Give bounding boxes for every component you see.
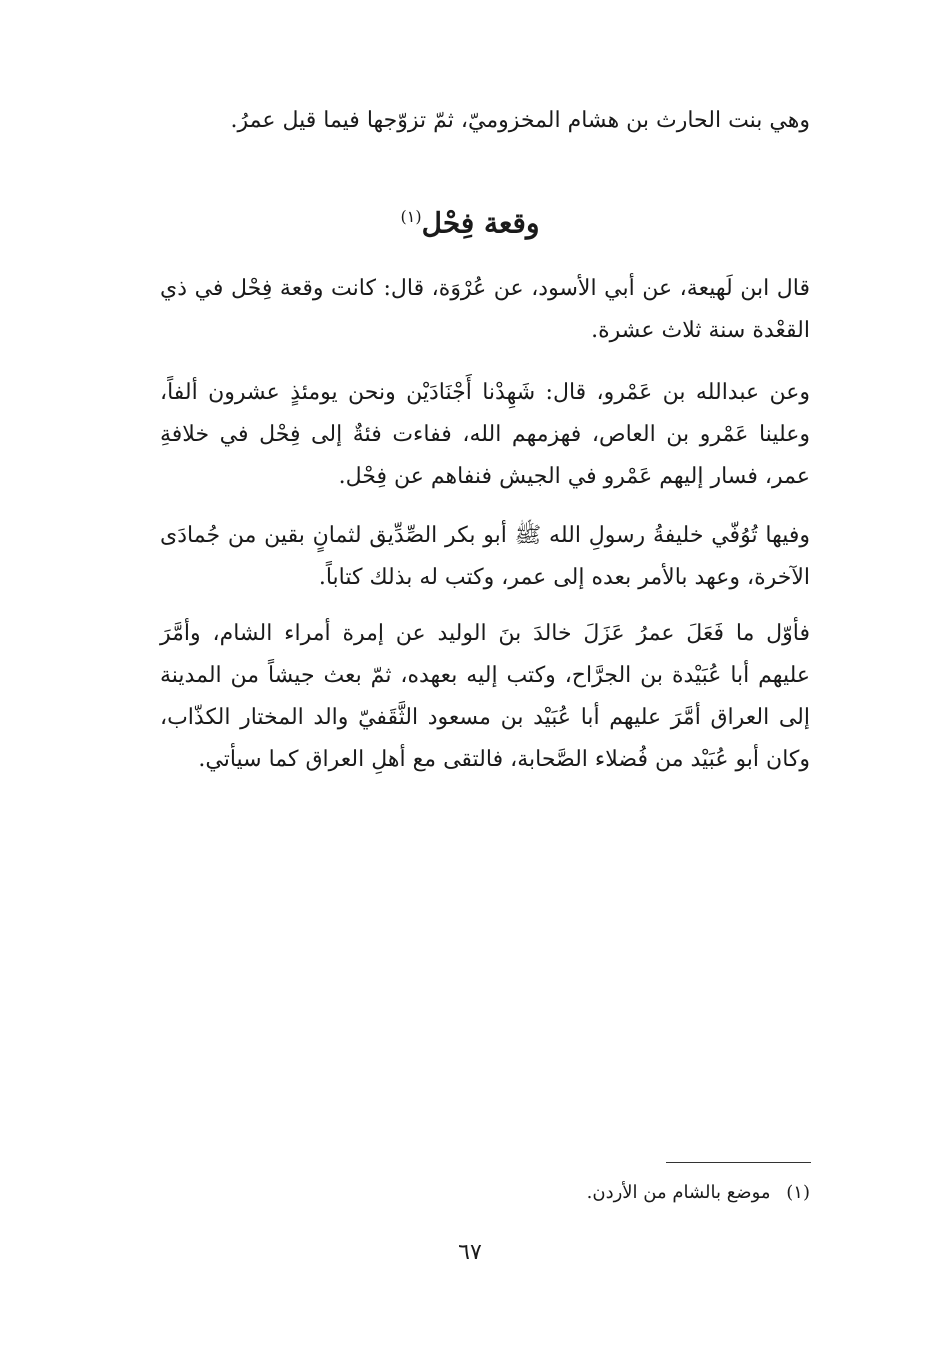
page-number: ٦٧ [458,1240,482,1265]
paragraph-1: قال ابن لَهيعة، عن أبي الأسود، عن عُرْوَة، قال: كانت وقعة فِحْل في ذي القعْدة سنة ثلاث عشرة. [160,276,810,343]
paragraph-3: وفيها تُوُفّي خليفةُ رسولِ الله ﷺ أبو بكر الصِّدِّيق لثمانٍ بقين من جُمادَى الآخرة، وعهد بالأمر بعده إلى عمر، وكتب له بذلك كتاباً. [160,523,810,590]
footnote-divider [666,1162,811,1163]
footnote [300,1176,810,1210]
section-heading [0,192,940,248]
footnote-text: موضع بالشام من الأردن. [586,1182,771,1203]
paragraph-2: وعن عبدالله بن عَمْرو، قال: شَهِدْنا أَجْنَادَيْن ونحن يومئذٍ عشرون ألفاً، وعلينا عَمْرو بن العاص، فهزمهم الله، ففاءت فئةٌ إلى فِحْل في خلافةِ عمر، فسار إليهم عَمْرو في الجيش فنفاهم عن فِحْل. [160,380,810,489]
paragraph-4: فأوّل ما فَعَلَ عمرُ عَزَلَ خالدَ بنَ الوليد عن إمرة أمراء الشام، وأمَّرَ عليهم أبا عُبَيْدة بن الجرَّاح، وكتب إليه بعهده، ثمّ بعث جيشاً من المدينة إلى العراق أمَّرَ عليهم أبا عُبَيْد بن مسعود الثَّقَفيّ والد المختار الكذّاب، وكان أبو عُبَيْد من فُضلاء الصَّحابة، فالتقى مع أهلِ العراق كما سيأتي. [160,621,810,772]
footnote-reference: (١) [400,207,422,226]
intro-line: وهي بنت الحارث بن هشام المخزوميّ، ثمّ تزوّجها فيما قيل عمرُ. [230,108,810,133]
footnote-number: (١) [786,1182,810,1203]
section-title: وقعة فِحْل [421,206,540,240]
